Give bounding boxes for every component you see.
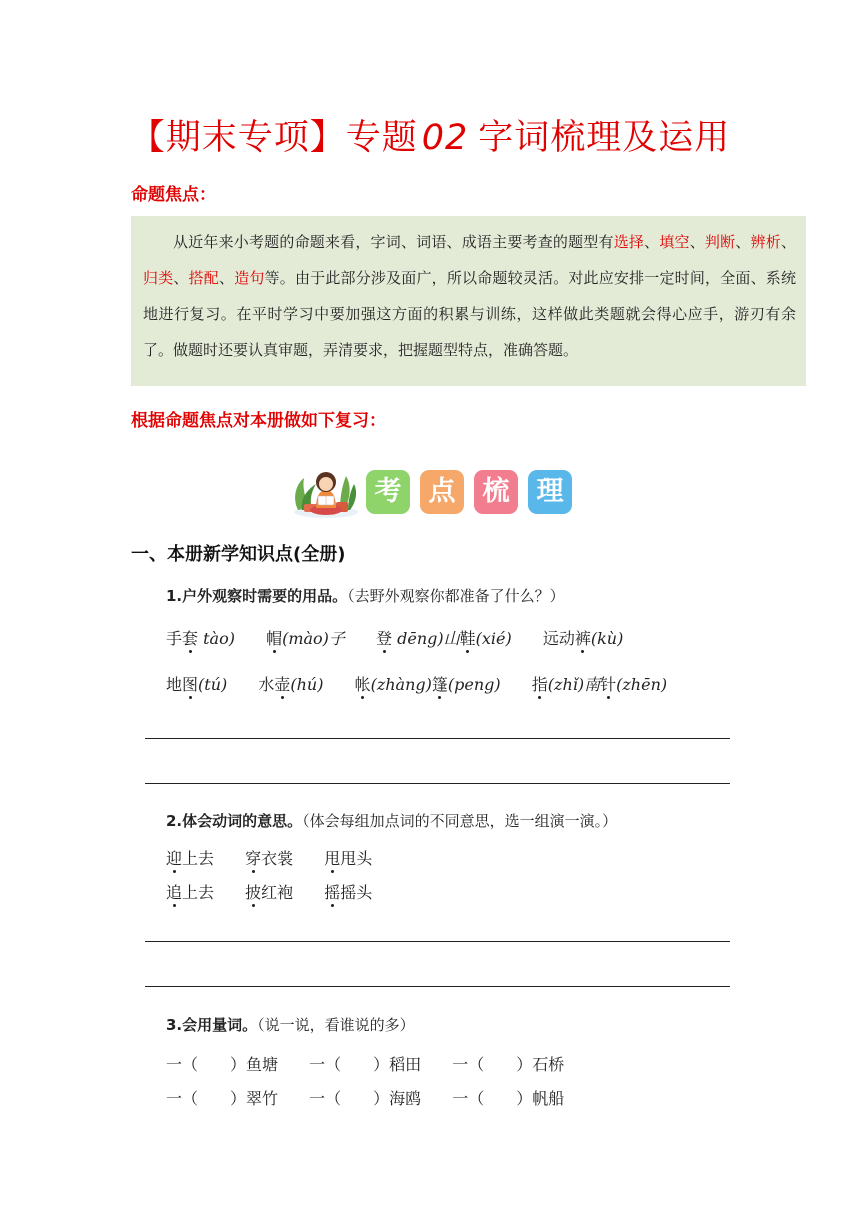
focus-heading: 命题焦点： bbox=[131, 185, 216, 205]
answer-line[interactable] bbox=[145, 783, 730, 784]
q2-row-1 bbox=[166, 846, 398, 869]
title-number: 02 bbox=[421, 118, 469, 158]
q2-title: 2.体会动词的意思。（体会每组加点词的不同意思，选一组演一演。） bbox=[166, 812, 618, 830]
answer-line[interactable] bbox=[145, 941, 730, 942]
q1-row-1 bbox=[166, 626, 649, 649]
q2-row-2 bbox=[166, 880, 398, 903]
verb-phrase: 甩甩头 bbox=[324, 849, 373, 868]
vocab-item: 远动裤(kù) bbox=[542, 629, 624, 648]
measure-word-blank[interactable]: 一（ ）石桥 bbox=[452, 1055, 565, 1074]
focus-box bbox=[131, 216, 806, 386]
verb-phrase: 穿衣裳 bbox=[245, 849, 294, 868]
vocab-item: 登 dēng)山鞋(xié) bbox=[376, 629, 512, 648]
answer-line[interactable] bbox=[145, 738, 730, 739]
q1-row-2 bbox=[166, 672, 693, 695]
banner-tile-shu: 梳 bbox=[474, 470, 518, 514]
document-title bbox=[0, 110, 860, 160]
banner-tile-dian: 点 bbox=[420, 470, 464, 514]
vocab-item: 指(zhǐ)南针(zhēn) bbox=[531, 675, 668, 694]
measure-word-blank[interactable]: 一（ ）鱼塘 bbox=[166, 1055, 279, 1074]
vocab-item: 帐(zhàng)篷(peng) bbox=[354, 675, 501, 694]
measure-word-blank[interactable]: 一（ ）稻田 bbox=[309, 1055, 422, 1074]
vocab-item: 帽(mào)子 bbox=[266, 629, 345, 648]
vocab-item: 手套 tào) bbox=[166, 629, 235, 648]
title-prefix: 【期末专项】专题 bbox=[129, 118, 418, 158]
q3-row-2 bbox=[166, 1086, 590, 1109]
kaodian-banner bbox=[290, 462, 580, 520]
q1-title: 1.户外观察时需要的用品。（去野外观察你都准备了什么？） bbox=[166, 587, 565, 605]
banner-tile-kao: 考 bbox=[366, 470, 410, 514]
reading-girl-illustration bbox=[290, 462, 360, 520]
measure-word-blank[interactable]: 一（ ）翠竹 bbox=[166, 1089, 279, 1108]
q3-row-1 bbox=[166, 1052, 590, 1075]
vocab-item: 水壶(hú) bbox=[258, 675, 324, 694]
vocab-item: 地图(tú) bbox=[166, 675, 228, 694]
focus-paragraph: 从近年来小考题的命题来看，字词、词语、成语主要考查的题型有选择、填空、判断、辨析、归类、搭配、造句等。由于此部分涉及面广，所以命题较灵活。对此应安排一定时间，全面、系统地进行复习。在平时学习中要加强这方面的积累与训练，这样做此类题就会得心应手，游刃有余了。做题时还要认真审题，弄清要求，把握题型特点，准确答题。 bbox=[143, 233, 796, 359]
review-heading: 根据命题焦点对本册做如下复习： bbox=[131, 411, 386, 431]
title-suffix: 字词梳理及运用 bbox=[478, 118, 731, 158]
verb-phrase: 迎上去 bbox=[166, 849, 215, 868]
measure-word-blank[interactable]: 一（ ）帆船 bbox=[452, 1089, 565, 1108]
verb-phrase: 披红袍 bbox=[245, 883, 294, 902]
banner-tile-li: 理 bbox=[528, 470, 572, 514]
verb-phrase: 追上去 bbox=[166, 883, 215, 902]
verb-phrase: 摇摇头 bbox=[324, 883, 373, 902]
section-heading-1: 一、本册新学知识点(全册) bbox=[131, 544, 346, 565]
measure-word-blank[interactable]: 一（ ）海鸥 bbox=[309, 1089, 422, 1108]
q3-title: 3.会用量词。（说一说，看谁说的多） bbox=[166, 1016, 415, 1034]
answer-line[interactable] bbox=[145, 986, 730, 987]
